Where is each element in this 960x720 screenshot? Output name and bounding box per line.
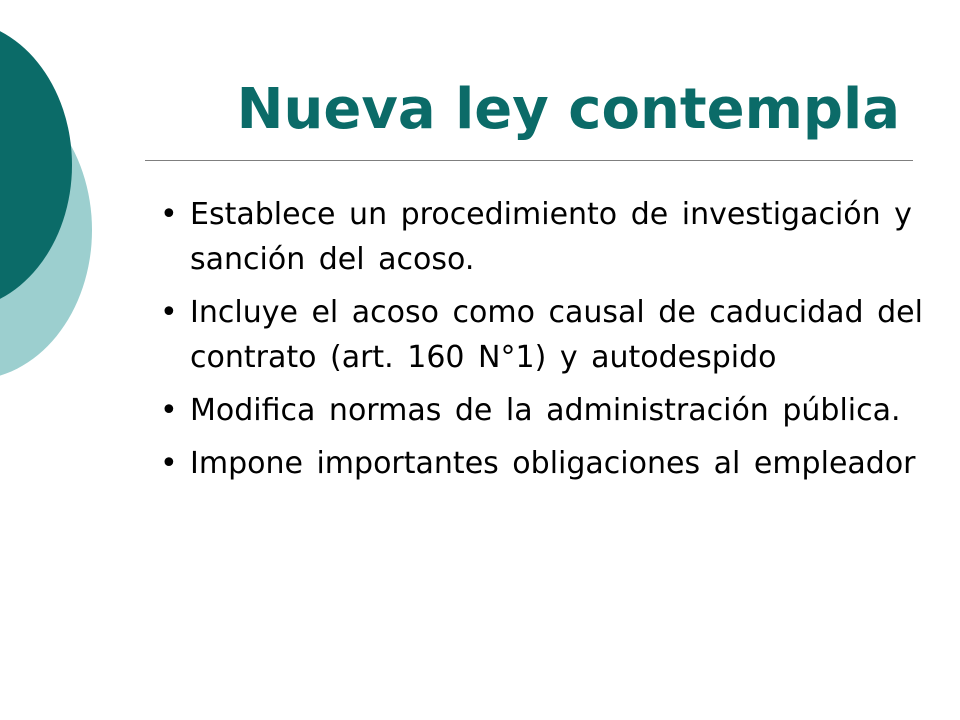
title-divider	[145, 160, 913, 161]
bullet-item	[160, 441, 950, 486]
bullet-text: Incluye el acoso como causal de caducidad del contrato (art. 160 N°1) y autodespido	[190, 295, 923, 375]
bullet-dot-icon: •	[160, 393, 178, 428]
bullet-text: Impone importantes obligaciones al empleador	[190, 446, 916, 481]
bullet-text: Establece un procedimiento de investigación y sanción del acoso.	[190, 197, 912, 277]
bullet-item	[160, 290, 950, 380]
bullet-dot-icon: •	[160, 295, 178, 330]
bullet-dot-icon: •	[160, 446, 178, 481]
bullet-list	[160, 192, 950, 494]
bullet-dot-icon: •	[160, 197, 178, 232]
slide-title: Nueva ley contempla	[236, 77, 900, 142]
bullet-text: Modifica normas de la administración pública.	[190, 393, 901, 428]
bullet-item	[160, 192, 950, 282]
bullet-item	[160, 388, 950, 433]
